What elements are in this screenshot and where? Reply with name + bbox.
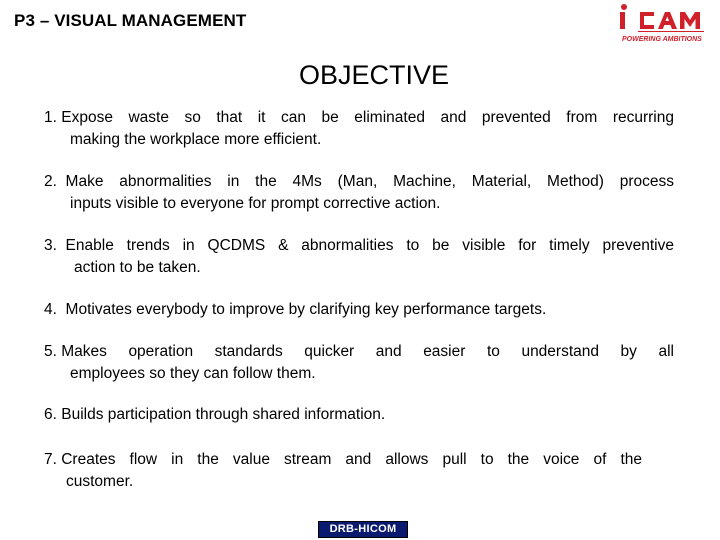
objective-heading: OBJECTIVE: [298, 60, 450, 90]
item-text-line1: Motivates everybody to improve by clarifying key performance targets.: [65, 301, 547, 318]
item-text-line1: Creates flow in the value stream and allows pull to the voice of the: [61, 451, 642, 468]
item-number: 2.: [44, 173, 66, 190]
objective-item-5: [44, 341, 674, 385]
item-number: 6.: [44, 406, 62, 423]
item-text-line2: customer.: [66, 473, 134, 490]
item-text-line2: making the workplace more efficient.: [70, 131, 322, 148]
icam-logo-icon: [616, 2, 716, 44]
objective-item-7: [44, 449, 642, 493]
objective-item-4: [44, 299, 674, 321]
item-text-line2: employees so they can follow them.: [70, 365, 316, 382]
objective-item-6: [44, 404, 674, 426]
item-text-line2: action to be taken.: [74, 259, 201, 276]
item-number: 5.: [44, 343, 62, 360]
item-number: 1.: [44, 109, 62, 126]
footer-brand-text: DRB-HICOM: [329, 523, 397, 535]
logo-tagline: POWERING AMBITIONS: [622, 36, 702, 43]
item-text-line1: Enable trends in QCDMS & abnormalities to be visible for timely preventive: [65, 237, 674, 254]
item-number: 7.: [44, 451, 62, 468]
item-text-line1: Make abnormalities in the 4Ms (Man, Machine, Material, Method) process: [65, 173, 674, 190]
item-number: 3.: [44, 237, 66, 254]
item-text-line1: Expose waste so that it can be eliminated and prevented from recurring: [61, 109, 674, 126]
drb-hicom-logo: [318, 521, 408, 538]
item-number: 4.: [44, 301, 66, 318]
item-text-line1: Makes operation standards quicker and easier to understand by all: [61, 343, 674, 360]
objective-item-2: [44, 171, 674, 215]
page-header-title: P3 – VISUAL MANAGEMENT: [14, 11, 247, 30]
objective-item-1: [44, 107, 674, 151]
item-text-line1: Builds participation through shared information.: [61, 406, 386, 423]
icam-logo: [616, 2, 716, 44]
item-text-line2: inputs visible to everyone for prompt corrective action.: [70, 195, 441, 212]
objective-item-3: [44, 235, 674, 279]
